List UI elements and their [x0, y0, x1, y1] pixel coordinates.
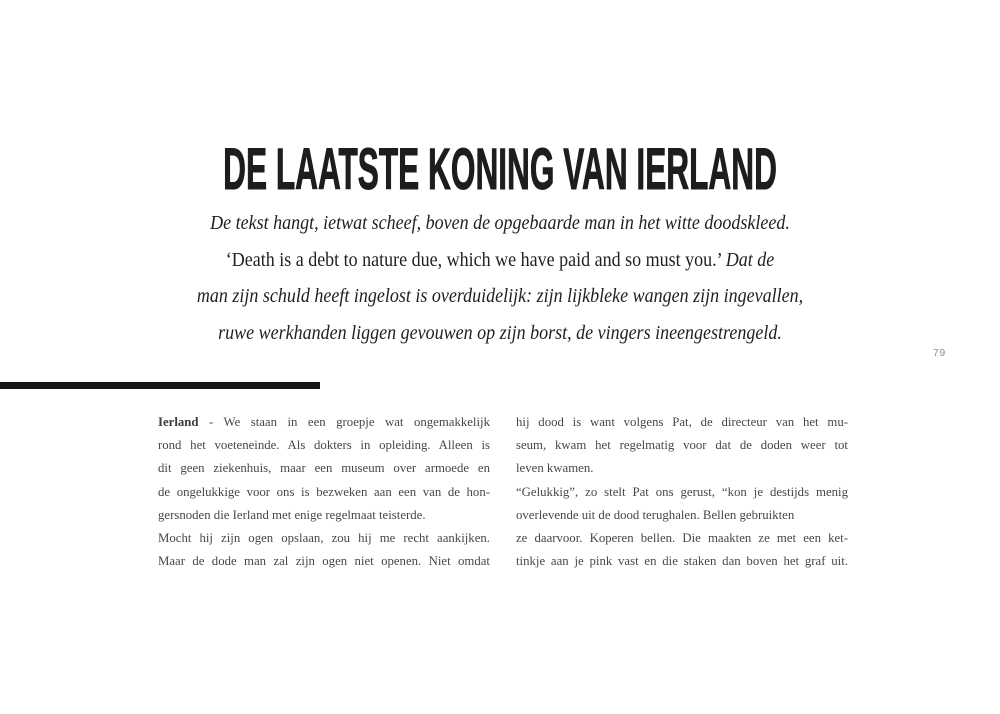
body-line: Maar de dode man zal zijn ogen niet openen. Niet omdat [158, 554, 490, 569]
body-line: leven kwamen. [516, 461, 594, 476]
title-container [0, 137, 1000, 202]
body-line: dit geen ziekenhuis, maar een museum over armoede en [158, 461, 490, 476]
body-line: overlevende uit de dood terughalen. Bellen gebruikten [516, 507, 795, 522]
page-number: 79 [933, 347, 946, 359]
body-line: rond het voeteneinde. Als dokters in opleiding. Alleen is [158, 438, 490, 453]
intro-line [50, 278, 950, 315]
body-line: ze daarvoor. Koperen bellen. Die maakten ze met een ket- [516, 530, 848, 545]
intro-standfirst [50, 205, 950, 351]
body-line: gersnoden die Ierland met enige regelmaat teisterde. [158, 507, 426, 522]
intro-roman-segment: ‘Death is a debt to nature due, which we have paid and so must you.’ [225, 248, 726, 271]
intro-line [50, 315, 950, 352]
intro-line [50, 205, 950, 242]
intro-italic-segment: man zijn schuld heeft ingelost is overduidelijk: zijn lijkbleke wangen zijn ingevallen, [196, 285, 804, 308]
paragraph-lead-bold: Ierland [158, 415, 199, 429]
body-line: de ongelukkige voor ons is bezweken aan een van de hon- [158, 484, 490, 499]
intro-italic-segment: De tekst hangt, ietwat scheef, boven de opgebaarde man in het witte doodskleed. [210, 212, 790, 234]
body-line: Mocht hij zijn ogen opslaan, zou hij me recht aankijken. [158, 530, 490, 545]
intro-italic-segment: ruwe werkhanden liggen gevouwen op zijn borst, de vingers ineengestrengeld. [218, 321, 782, 344]
body-line: tinkje aan je pink vast en die staken dan boven het graf uit. [516, 554, 848, 569]
body-line: hij dood is want volgens Pat, de directeur van het mu- [516, 415, 848, 429]
body-line: “Gelukkig”, zo stelt Pat ons gerust, “kon je destijds menig [516, 484, 848, 499]
intro-italic-segment: Dat de [725, 248, 775, 271]
intro-line [50, 242, 950, 279]
section-rule [0, 382, 320, 389]
body-column-left [158, 411, 490, 573]
body-column-right [516, 411, 848, 573]
body-line: Ierland - We staan in een groepje wat ongemakkelijk [158, 415, 490, 429]
body-line: seum, kwam het regelmatig voor dat de doden weer tot [516, 438, 848, 453]
page-title: DE LAATSTE KONING VAN IERLAND [223, 137, 777, 202]
